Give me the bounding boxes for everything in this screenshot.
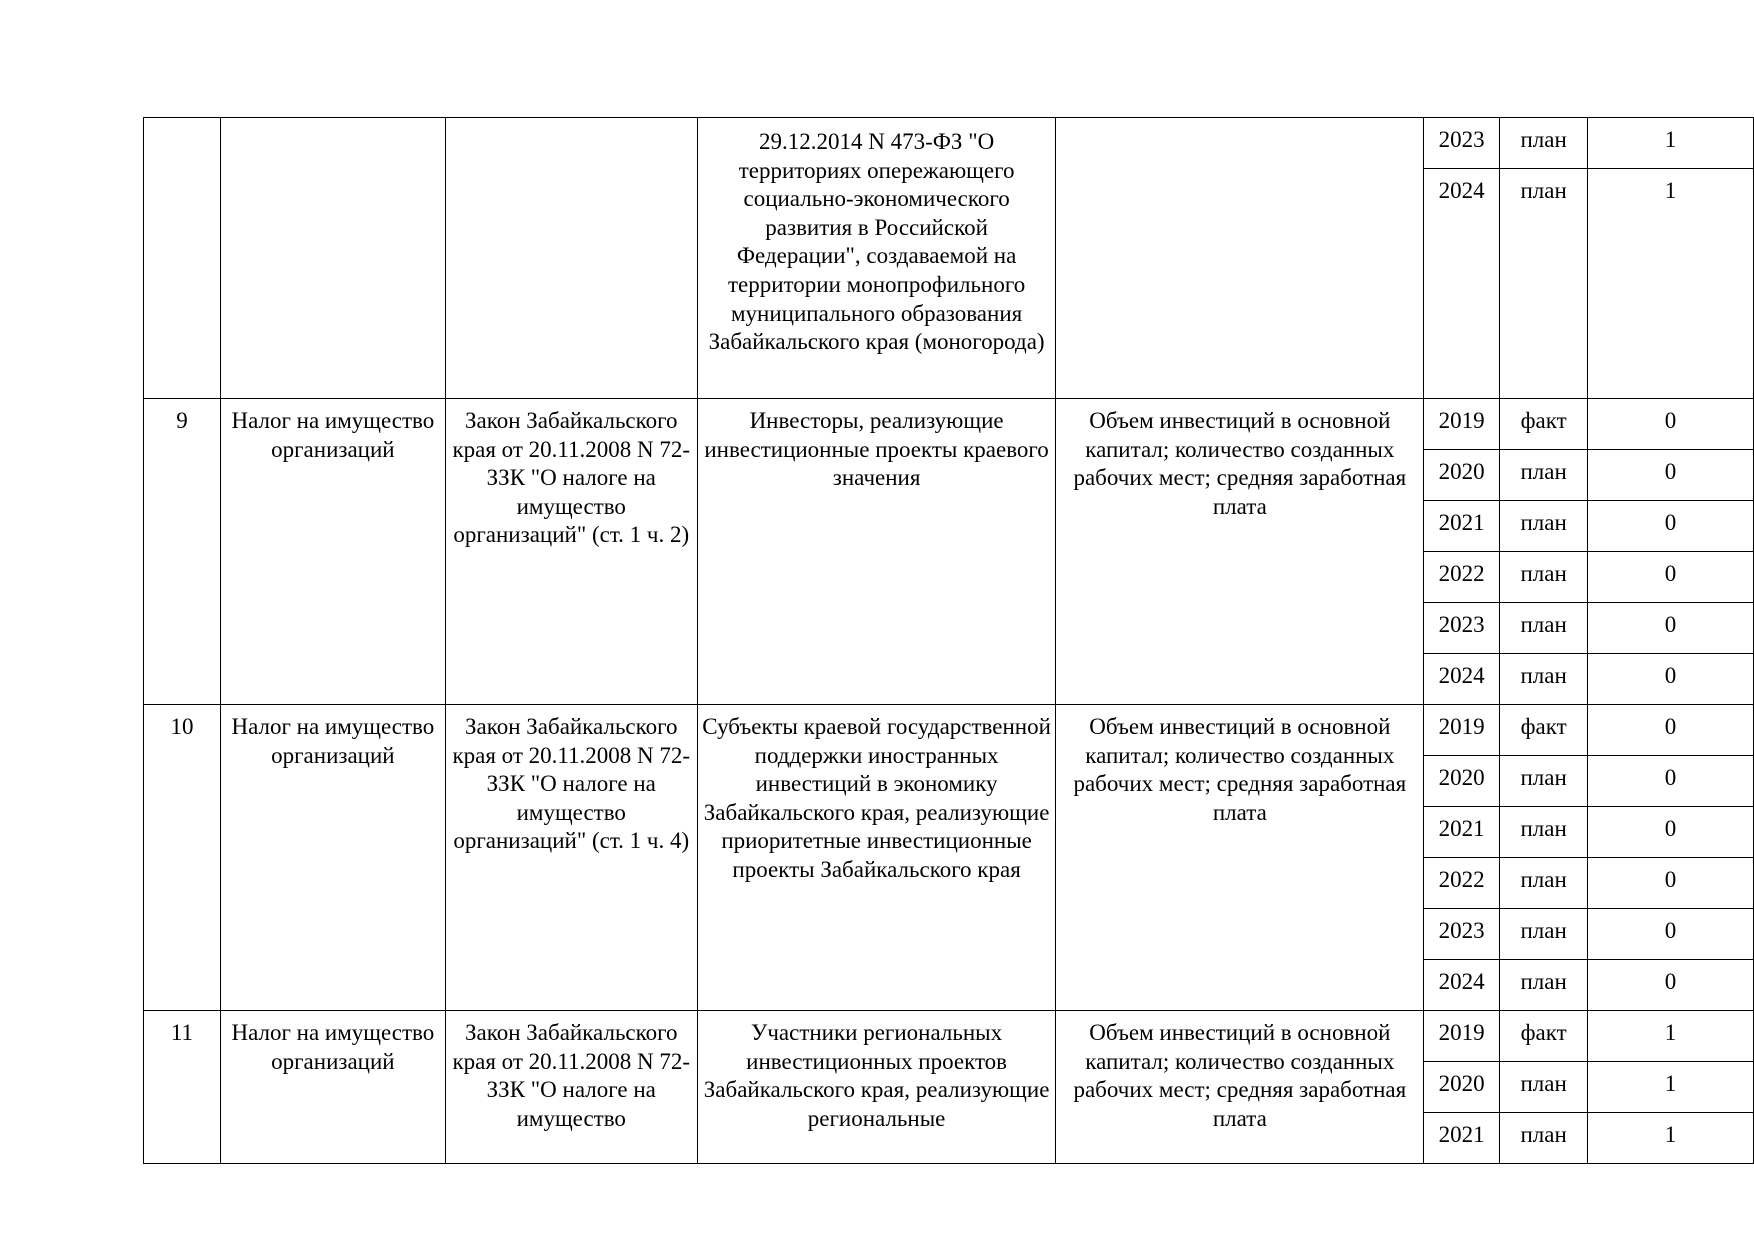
row-number: 9 — [144, 399, 221, 705]
value-type-cell: план — [1500, 858, 1588, 909]
value-type-cell: факт — [1500, 705, 1588, 756]
beneficiary-category: Инвесторы, реализующие инвестиционные проекты краевого значения — [697, 399, 1056, 705]
value-cell: 0 — [1588, 960, 1754, 1011]
year-cell: 2024 — [1424, 169, 1500, 399]
indicator: Объем инвестиций в основной капитал; количество созданных рабочих мест; средняя заработная плата — [1056, 399, 1424, 705]
value-type-cell: план — [1500, 960, 1588, 1011]
legal-act: Закон Забайкальского края от 20.11.2008 N 72-ЗЗК "О налоге на имущество — [445, 1011, 697, 1164]
value-cell: 1 — [1588, 118, 1754, 169]
value-type-cell: план — [1500, 807, 1588, 858]
year-cell: 2021 — [1424, 1113, 1500, 1164]
year-cell: 2019 — [1424, 705, 1500, 756]
tax-name: Налог на имущество организаций — [220, 705, 445, 1011]
table-row — [144, 705, 1754, 756]
legal-act: Закон Забайкальского края от 20.11.2008 N 72-ЗЗК "О налоге на имущество организаций" (ст. 1 ч. 4) — [445, 705, 697, 1011]
year-cell: 2024 — [1424, 960, 1500, 1011]
beneficiary-category: Субъекты краевой государственной поддержки иностранных инвестиций в экономику Забайкальского края, реализующие приоритетные инвестиционные проекты Забайкальского края — [697, 705, 1056, 1011]
value-cell: 0 — [1588, 654, 1754, 705]
year-cell: 2021 — [1424, 501, 1500, 552]
legal-act: Закон Забайкальского края от 20.11.2008 N 72-ЗЗК "О налоге на имущество организаций" (ст. 1 ч. 2) — [445, 399, 697, 705]
beneficiary-category: Участники региональных инвестиционных проектов Забайкальского края, реализующие региональные — [697, 1011, 1056, 1164]
value-cell: 0 — [1588, 603, 1754, 654]
year-cell: 2022 — [1424, 552, 1500, 603]
value-type-cell: план — [1500, 909, 1588, 960]
value-cell: 1 — [1588, 1062, 1754, 1113]
value-cell: 0 — [1588, 450, 1754, 501]
indicator: Объем инвестиций в основной капитал; количество созданных рабочих мест; средняя заработная плата — [1056, 705, 1424, 1011]
tax-name: Налог на имущество организаций — [220, 399, 445, 705]
row-number — [144, 118, 221, 399]
value-type-cell: план — [1500, 603, 1588, 654]
value-type-cell: факт — [1500, 399, 1588, 450]
year-cell: 2023 — [1424, 118, 1500, 169]
year-cell: 2020 — [1424, 450, 1500, 501]
table-row — [144, 118, 1754, 169]
value-cell: 1 — [1588, 169, 1754, 399]
value-type-cell: план — [1500, 654, 1588, 705]
tax-name: Налог на имущество организаций — [220, 1011, 445, 1164]
row-number: 11 — [144, 1011, 221, 1164]
year-cell: 2023 — [1424, 909, 1500, 960]
value-type-cell: план — [1500, 1113, 1588, 1164]
value-type-cell: план — [1500, 450, 1588, 501]
year-cell: 2020 — [1424, 756, 1500, 807]
table-row — [144, 399, 1754, 450]
table-row — [144, 1011, 1754, 1062]
value-cell: 0 — [1588, 399, 1754, 450]
legal-act — [445, 118, 697, 399]
value-cell: 0 — [1588, 705, 1754, 756]
value-cell: 1 — [1588, 1113, 1754, 1164]
tax-name — [220, 118, 445, 399]
year-cell: 2020 — [1424, 1062, 1500, 1113]
value-cell: 0 — [1588, 756, 1754, 807]
value-type-cell: план — [1500, 169, 1588, 399]
value-type-cell: план — [1500, 756, 1588, 807]
value-type-cell: факт — [1500, 1011, 1588, 1062]
year-cell: 2021 — [1424, 807, 1500, 858]
value-cell: 0 — [1588, 501, 1754, 552]
year-cell: 2022 — [1424, 858, 1500, 909]
value-cell: 0 — [1588, 807, 1754, 858]
beneficiary-category: 29.12.2014 N 473-ФЗ "О территориях опережающего социально-экономического развития в Российской Федерации", создаваемой на территории монопрофильного муниципального образования Забайкальского края (моногорода) — [697, 118, 1056, 399]
value-cell: 0 — [1588, 552, 1754, 603]
year-cell: 2024 — [1424, 654, 1500, 705]
value-cell: 0 — [1588, 909, 1754, 960]
row-number: 10 — [144, 705, 221, 1011]
value-cell: 1 — [1588, 1011, 1754, 1062]
value-type-cell: план — [1500, 1062, 1588, 1113]
year-cell: 2019 — [1424, 1011, 1500, 1062]
value-type-cell: план — [1500, 501, 1588, 552]
year-cell: 2019 — [1424, 399, 1500, 450]
value-type-cell: план — [1500, 552, 1588, 603]
value-cell: 0 — [1588, 858, 1754, 909]
tax-benefits-table — [143, 117, 1754, 1164]
indicator — [1056, 118, 1424, 399]
value-type-cell: план — [1500, 118, 1588, 169]
indicator: Объем инвестиций в основной капитал; количество созданных рабочих мест; средняя заработная плата — [1056, 1011, 1424, 1164]
year-cell: 2023 — [1424, 603, 1500, 654]
